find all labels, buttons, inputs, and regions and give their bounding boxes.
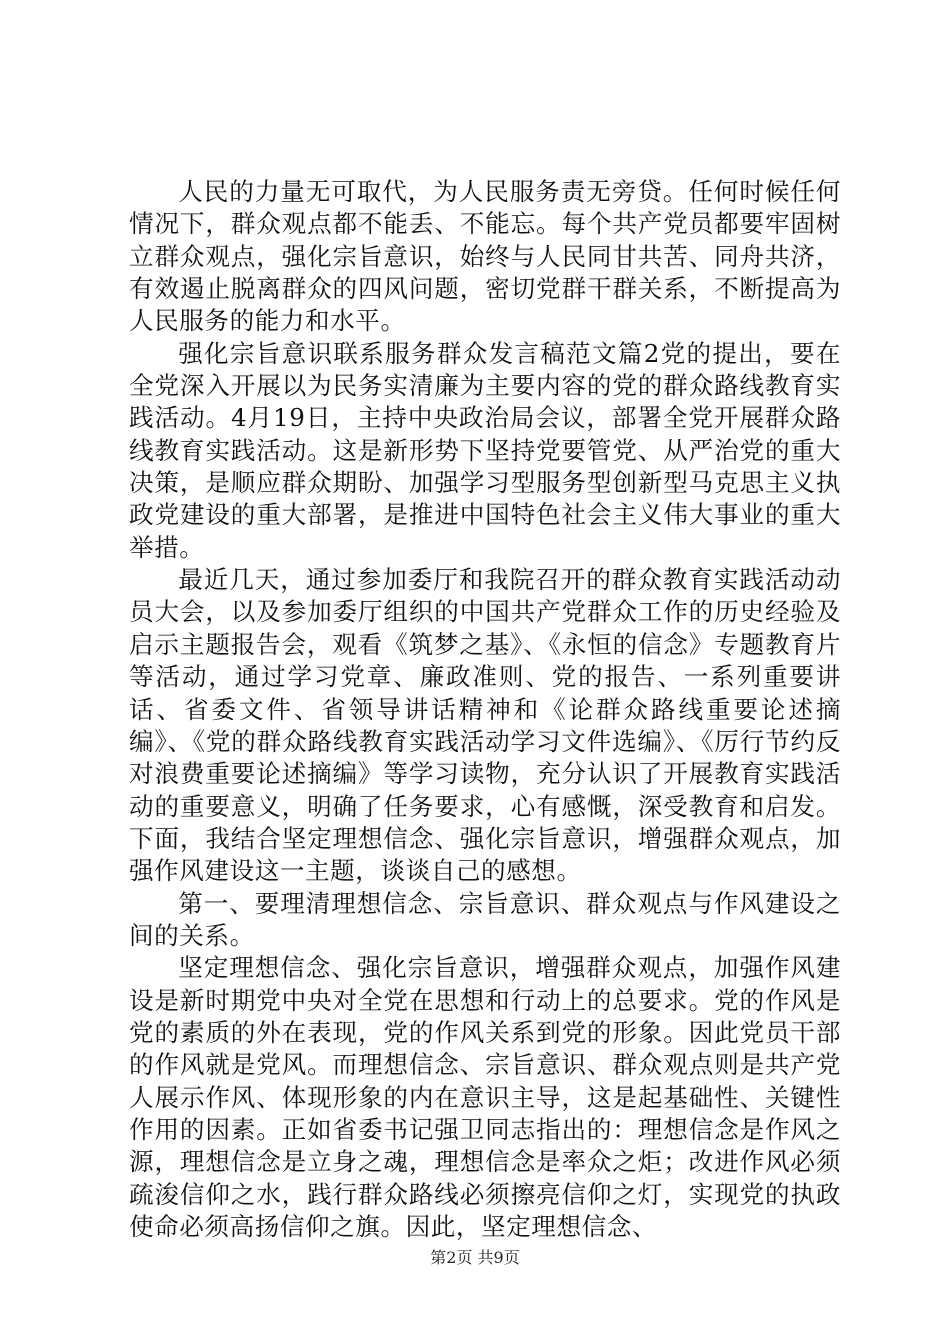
paragraph-5: 坚定理想信念、强化宗旨意识，增强群众观点，加强作风建设是新时期党中央对全党在思想和行动上的总要求。党的作风是党的素质的外在表现，党的作风关系到党的形象。因此党员干部的作风就是党风。而理想信念、宗旨意识、群众观点则是共产党人展示作风、体现形象的内在意识主导，这是起基础性、关键性作用的因素。正如省委书记强卫同志指出的：理想信念是作风之源，理想信念是立身之魂，理想信念是率众之炬；改进作风必须疏浚信仰之水，践行群众路线必须擦亮信仰之灯，实现党的执政使命必须高扬信仰之旗。因此，坚定理想信念、	[129, 953, 841, 1241]
paragraph-1: 人民的力量无可取代，为人民服务责无旁贷。任何时候任何情况下，群众观点都不能丢、不能忘。每个共产党员都要牢固树立群众观点，强化宗旨意识，始终与人民同甘共苦、同舟共济，有效遏止脱离群众的四风问题，密切党群干群关系，不断提高为人民服务的能力和水平。	[129, 177, 841, 336]
document-body	[129, 176, 841, 1243]
paragraph-3: 最近几天，通过参加委厅和我院召开的群众教育实践活动动员大会，以及参加委厅组织的中国共产党群众工作的历史经验及启示主题报告会，观看《筑梦之基》、《永恒的信念》专题教育片等活动，通过学习党章、廉政准则、党的报告、一系列重要讲话、省委文件、省领导讲话精神和《论群众路线重要论述摘编》、《党的群众路线教育实践活动学习文件选编》、《厉行节约反对浪费重要论述摘编》等学习读物，充分认识了开展教育实践活动的重要意义，明确了任务要求，心有感慨，深受教育和启发。下面，我结合坚定理想信念、强化宗旨意识，增强群众观点，加强作风建设这一主题，谈谈自己的感想。	[129, 565, 841, 886]
paragraph-2: 强化宗旨意识联系服务群众发言稿范文篇2党的提出，要在全党深入开展以为民务实清廉为主要内容的党的群众路线教育实践活动。4月19日，主持中央政治局会议，部署全党开展群众路线教育实践活动。这是新形势下坚持党要管党、从严治党的重大决策，是顺应群众期盼、加强学习型服务型创新型马克思主义执政党建设的重大部署，是推进中国特色社会主义伟大事业的重大举措。	[129, 338, 841, 562]
paragraph-4: 第一、要理清理想信念、宗旨意识、群众观点与作风建设之间的关系。	[129, 888, 841, 950]
page-number-footer: 第2页 共9页	[430, 1248, 520, 1267]
